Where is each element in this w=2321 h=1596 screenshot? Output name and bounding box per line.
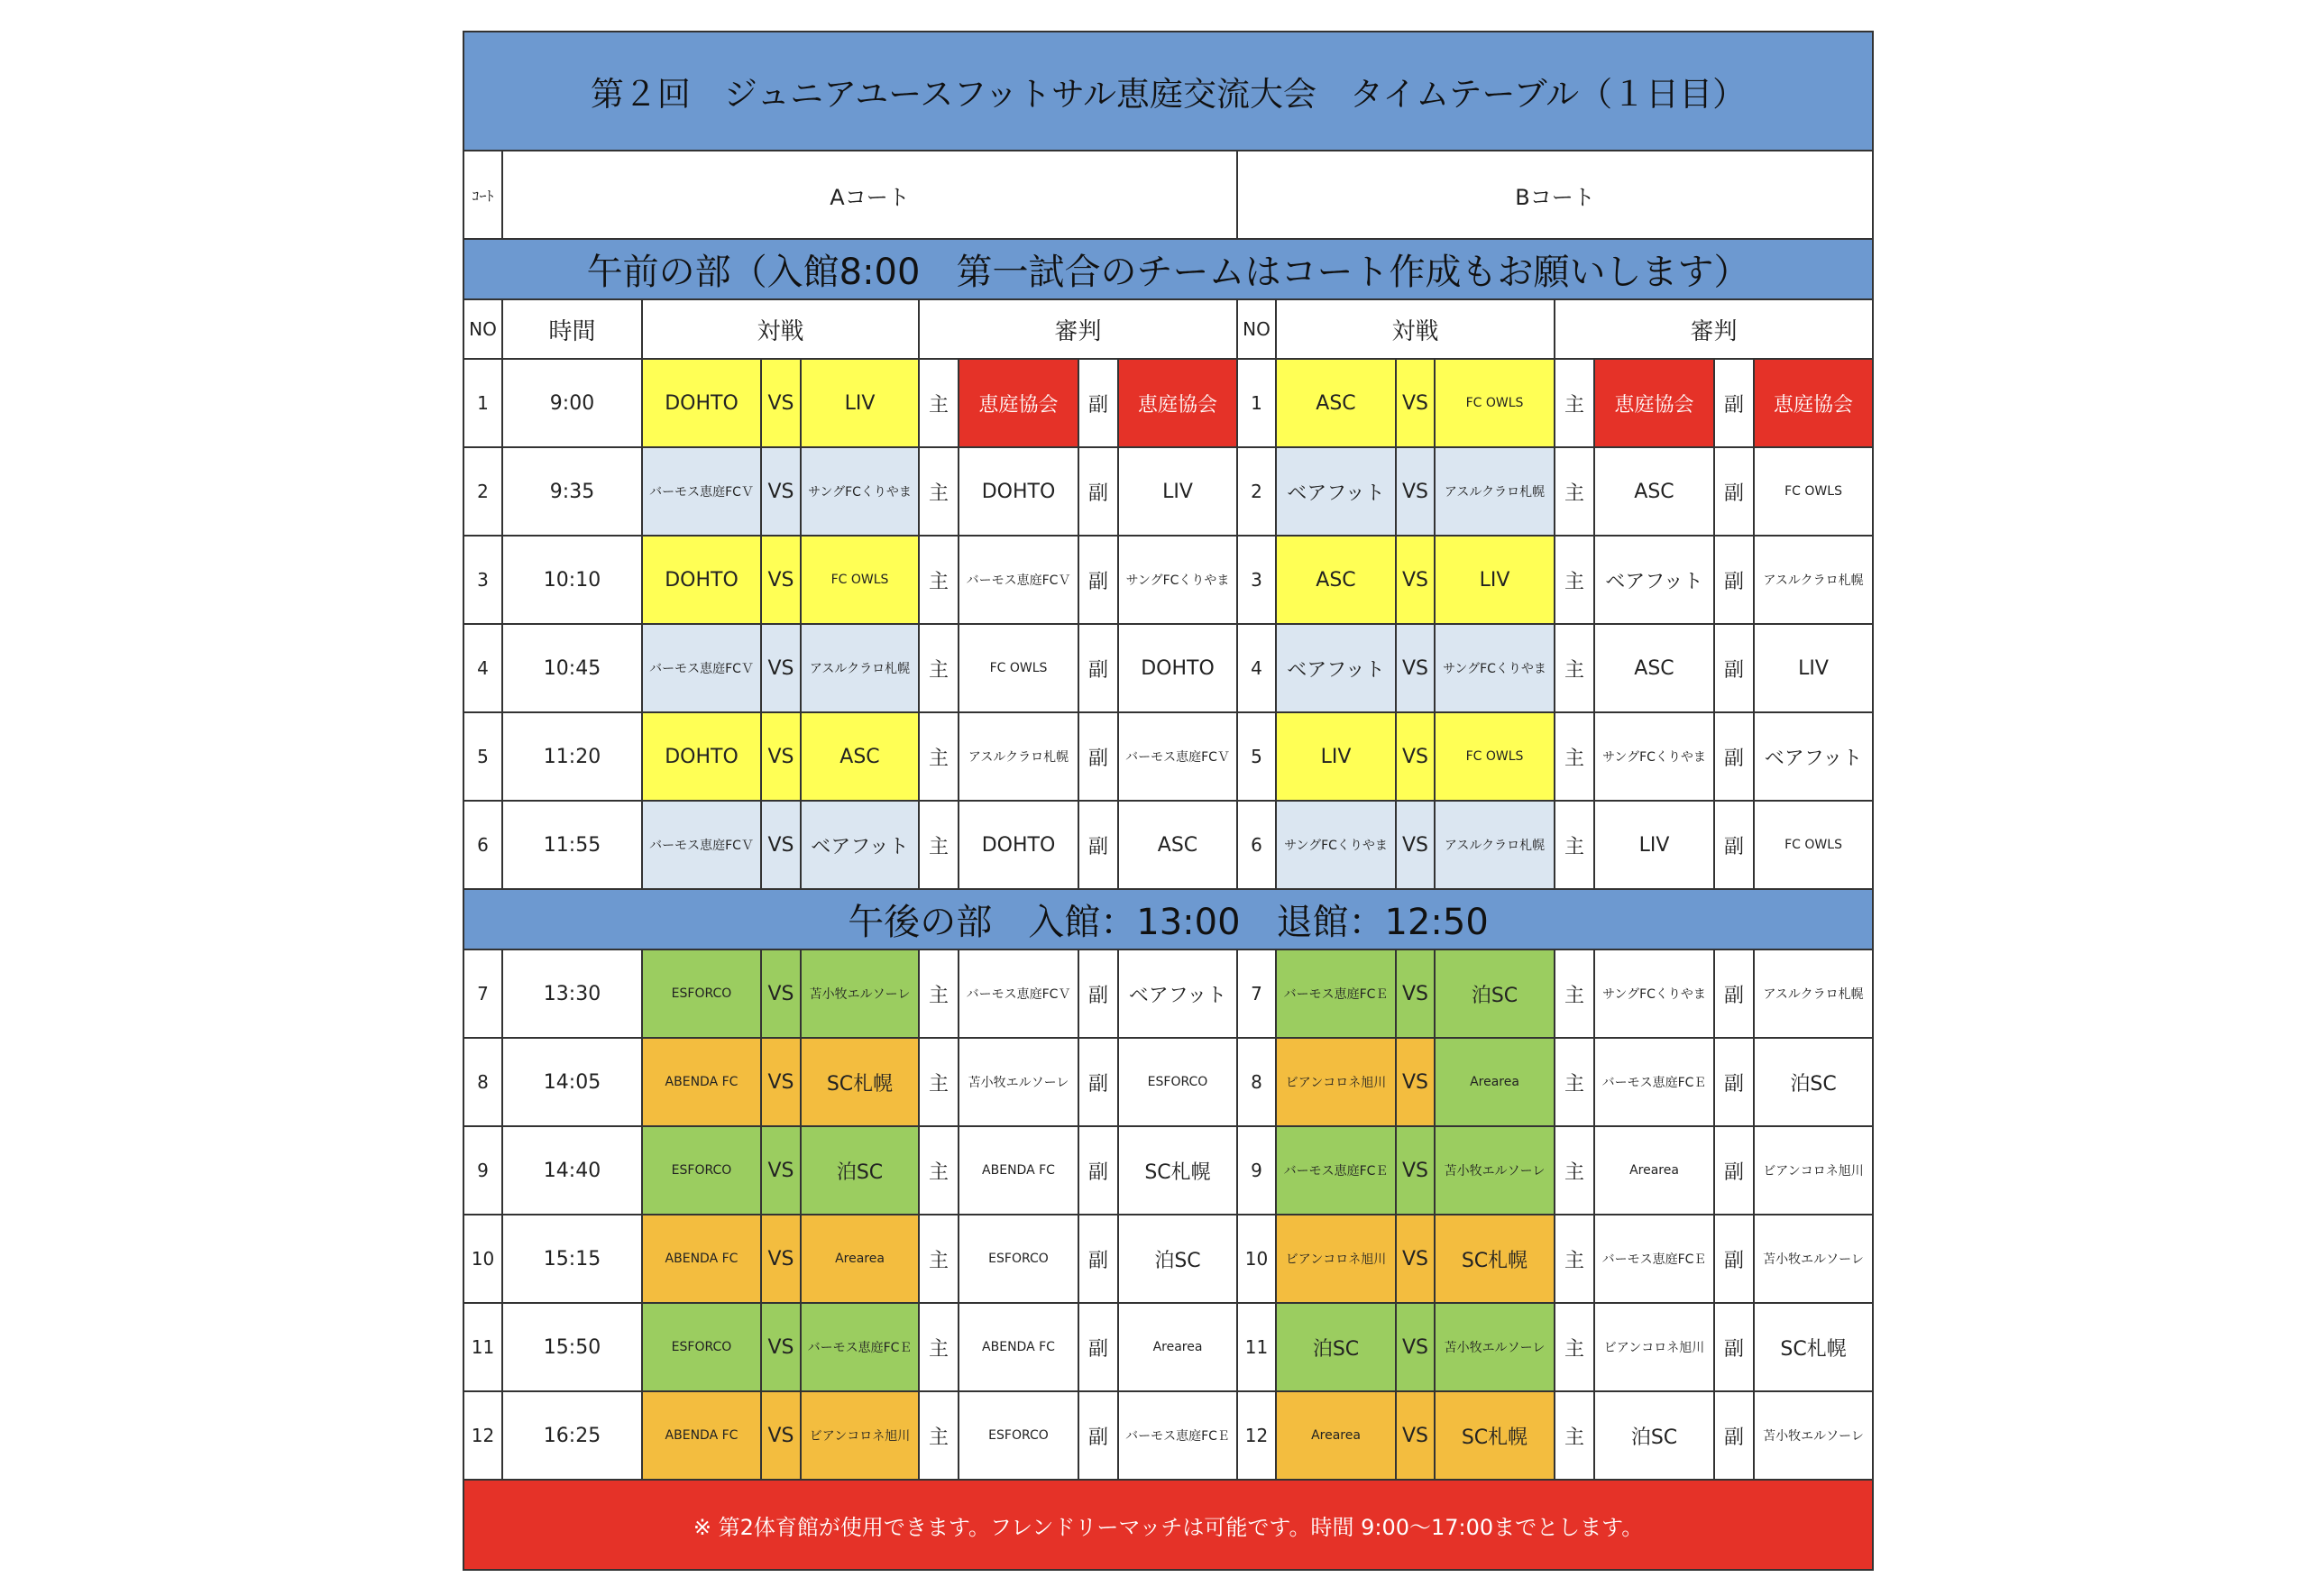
referee-b-main: ASC xyxy=(1594,624,1714,712)
vs-label: VS xyxy=(761,1126,801,1215)
match-row xyxy=(463,447,1873,536)
match-row xyxy=(463,536,1873,624)
referee-sub-label: 副 xyxy=(1078,949,1118,1038)
match-no-b: 4 xyxy=(1237,624,1276,712)
referee-sub-label: 副 xyxy=(1714,1215,1754,1303)
match-row xyxy=(463,624,1873,712)
vs-label: VS xyxy=(761,1038,801,1126)
referee-sub-label: 副 xyxy=(1078,1391,1118,1480)
referee-b-sub: ビアンコロネ旭川 xyxy=(1754,1126,1873,1215)
referee-b-main: サングFCくりやま xyxy=(1594,949,1714,1038)
team-b-home: 泊SC xyxy=(1276,1303,1396,1391)
referee-sub-label: 副 xyxy=(1714,712,1754,801)
vs-label: VS xyxy=(761,1215,801,1303)
match-time: 15:15 xyxy=(502,1215,642,1303)
referee-main-label: 主 xyxy=(919,624,959,712)
team-a-away: バーモス恵庭FCＥ xyxy=(801,1303,919,1391)
referee-header-b: 審判 xyxy=(1555,299,1873,359)
referee-main-label: 主 xyxy=(1555,447,1594,536)
match-time: 11:20 xyxy=(502,712,642,801)
match-row xyxy=(463,1038,1873,1126)
team-a-home: ESFORCO xyxy=(642,1303,761,1391)
referee-main-label: 主 xyxy=(919,1126,959,1215)
referee-sub-label: 副 xyxy=(1714,1303,1754,1391)
match-no-a: 5 xyxy=(463,712,502,801)
referee-b-sub: ベアフット xyxy=(1754,712,1873,801)
referee-main-label: 主 xyxy=(1555,1303,1594,1391)
vs-label: VS xyxy=(1396,949,1435,1038)
referee-a-main: ESFORCO xyxy=(959,1391,1078,1480)
referee-sub-label: 副 xyxy=(1078,1126,1118,1215)
match-row xyxy=(463,712,1873,801)
match-no-a: 6 xyxy=(463,801,502,889)
afternoon-banner: 午後の部 入館：13:00 退館：12:50 xyxy=(463,889,1873,949)
referee-sub-label: 副 xyxy=(1714,1126,1754,1215)
match-no-b: 10 xyxy=(1237,1215,1276,1303)
referee-a-main: ABENDA FC xyxy=(959,1303,1078,1391)
referee-main-label: 主 xyxy=(1555,536,1594,624)
referee-b-main: LIV xyxy=(1594,801,1714,889)
referee-sub-label: 副 xyxy=(1078,359,1118,447)
team-b-away: 苫小牧エルソーレ xyxy=(1435,1126,1555,1215)
vs-label: VS xyxy=(761,801,801,889)
referee-sub-label: 副 xyxy=(1714,359,1754,447)
match-time: 14:40 xyxy=(502,1126,642,1215)
referee-a-sub: DOHTO xyxy=(1118,624,1237,712)
match-no-b: 2 xyxy=(1237,447,1276,536)
team-b-home: ビアンコロネ旭川 xyxy=(1276,1215,1396,1303)
referee-a-main: DOHTO xyxy=(959,801,1078,889)
referee-b-sub: LIV xyxy=(1754,624,1873,712)
referee-sub-label: 副 xyxy=(1078,624,1118,712)
referee-sub-label: 副 xyxy=(1714,1391,1754,1480)
match-time: 14:05 xyxy=(502,1038,642,1126)
vs-label: VS xyxy=(761,624,801,712)
match-no-b: 7 xyxy=(1237,949,1276,1038)
referee-b-main: バーモス恵庭FCＥ xyxy=(1594,1215,1714,1303)
referee-sub-label: 副 xyxy=(1714,624,1754,712)
match-time: 11:55 xyxy=(502,801,642,889)
vs-label: VS xyxy=(1396,801,1435,889)
referee-main-label: 主 xyxy=(919,536,959,624)
referee-b-main: ASC xyxy=(1594,447,1714,536)
referee-b-main: サングFCくりやま xyxy=(1594,712,1714,801)
referee-main-label: 主 xyxy=(919,1391,959,1480)
referee-sub-label: 副 xyxy=(1078,1215,1118,1303)
vs-label: VS xyxy=(1396,1038,1435,1126)
team-a-away: ベアフット xyxy=(801,801,919,889)
team-a-home: ESFORCO xyxy=(642,949,761,1038)
team-b-home: バーモス恵庭FCＥ xyxy=(1276,1126,1396,1215)
referee-sub-label: 副 xyxy=(1078,712,1118,801)
match-no-a: 12 xyxy=(463,1391,502,1480)
referee-main-label: 主 xyxy=(919,447,959,536)
referee-sub-label: 副 xyxy=(1714,1038,1754,1126)
team-b-away: 苫小牧エルソーレ xyxy=(1435,1303,1555,1391)
match-no-a: 8 xyxy=(463,1038,502,1126)
timetable xyxy=(463,31,1874,1571)
referee-sub-label: 副 xyxy=(1078,801,1118,889)
footer-note: ※ 第2体育館が使用できます。フレンドリーマッチは可能です。時間 9:00〜17:00までとします。 xyxy=(463,1480,1873,1570)
vs-label: VS xyxy=(761,712,801,801)
match-row xyxy=(463,359,1873,447)
match-time: 10:45 xyxy=(502,624,642,712)
team-a-away: Arearea xyxy=(801,1215,919,1303)
vs-label: VS xyxy=(761,949,801,1038)
referee-a-sub: ASC xyxy=(1118,801,1237,889)
referee-main-label: 主 xyxy=(919,1038,959,1126)
no-header-a: NO xyxy=(463,299,502,359)
referee-a-main: バーモス恵庭FCＶ xyxy=(959,536,1078,624)
referee-main-label: 主 xyxy=(919,712,959,801)
referee-a-main: FC OWLS xyxy=(959,624,1078,712)
referee-sub-label: 副 xyxy=(1078,1038,1118,1126)
referee-main-label: 主 xyxy=(1555,359,1594,447)
referee-main-label: 主 xyxy=(1555,1215,1594,1303)
team-a-home: DOHTO xyxy=(642,536,761,624)
match-no-b: 5 xyxy=(1237,712,1276,801)
team-a-home: バーモス恵庭FCＶ xyxy=(642,447,761,536)
referee-main-label: 主 xyxy=(1555,712,1594,801)
match-no-b: 8 xyxy=(1237,1038,1276,1126)
team-b-home: Arearea xyxy=(1276,1391,1396,1480)
referee-b-sub: FC OWLS xyxy=(1754,447,1873,536)
referee-b-sub: 泊SC xyxy=(1754,1038,1873,1126)
referee-sub-label: 副 xyxy=(1714,536,1754,624)
referee-a-sub: ベアフット xyxy=(1118,949,1237,1038)
referee-a-sub: バーモス恵庭FCＥ xyxy=(1118,1391,1237,1480)
team-b-home: ASC xyxy=(1276,359,1396,447)
court-a-header: Aコート xyxy=(502,151,1237,239)
referee-b-main: ビアンコロネ旭川 xyxy=(1594,1303,1714,1391)
morning-banner: 午前の部（入館8:00 第一試合のチームはコート作成もお願いします） xyxy=(463,239,1873,299)
referee-a-sub: サングFCくりやま xyxy=(1118,536,1237,624)
referee-sub-label: 副 xyxy=(1714,801,1754,889)
match-no-b: 1 xyxy=(1237,359,1276,447)
team-b-away: Arearea xyxy=(1435,1038,1555,1126)
team-b-away: FC OWLS xyxy=(1435,712,1555,801)
referee-main-label: 主 xyxy=(919,359,959,447)
vs-label: VS xyxy=(761,359,801,447)
team-b-away: FC OWLS xyxy=(1435,359,1555,447)
court-label: ｺｰﾄ xyxy=(463,151,502,239)
team-b-home: ベアフット xyxy=(1276,447,1396,536)
vs-label: VS xyxy=(1396,1391,1435,1480)
team-b-home: LIV xyxy=(1276,712,1396,801)
referee-b-sub: アスルクラロ札幌 xyxy=(1754,949,1873,1038)
team-b-home: ベアフット xyxy=(1276,624,1396,712)
team-a-home: ABENDA FC xyxy=(642,1215,761,1303)
match-row xyxy=(463,1215,1873,1303)
match-no-a: 4 xyxy=(463,624,502,712)
vs-label: VS xyxy=(1396,536,1435,624)
referee-a-sub: SC札幌 xyxy=(1118,1126,1237,1215)
referee-a-sub: バーモス恵庭FCＶ xyxy=(1118,712,1237,801)
referee-sub-label: 副 xyxy=(1078,447,1118,536)
team-a-away: LIV xyxy=(801,359,919,447)
match-row xyxy=(463,1303,1873,1391)
referee-b-main: バーモス恵庭FCＥ xyxy=(1594,1038,1714,1126)
match-no-b: 12 xyxy=(1237,1391,1276,1480)
referee-a-main: ESFORCO xyxy=(959,1215,1078,1303)
match-no-b: 9 xyxy=(1237,1126,1276,1215)
referee-sub-label: 副 xyxy=(1714,949,1754,1038)
referee-main-label: 主 xyxy=(919,1303,959,1391)
match-time: 16:25 xyxy=(502,1391,642,1480)
vs-label: VS xyxy=(1396,1303,1435,1391)
match-row xyxy=(463,1126,1873,1215)
vs-label: VS xyxy=(1396,1126,1435,1215)
team-b-away: SC札幌 xyxy=(1435,1215,1555,1303)
court-b-header: Bコート xyxy=(1237,151,1873,239)
referee-a-sub: 恵庭協会 xyxy=(1118,359,1237,447)
team-a-away: 泊SC xyxy=(801,1126,919,1215)
no-header-b: NO xyxy=(1237,299,1276,359)
team-b-away: 泊SC xyxy=(1435,949,1555,1038)
time-header: 時間 xyxy=(502,299,642,359)
vs-label: VS xyxy=(761,447,801,536)
vs-label: VS xyxy=(1396,712,1435,801)
vs-label: VS xyxy=(1396,359,1435,447)
vs-label: VS xyxy=(1396,1215,1435,1303)
team-a-away: ASC xyxy=(801,712,919,801)
team-b-home: ビアンコロネ旭川 xyxy=(1276,1038,1396,1126)
referee-b-sub: アスルクラロ札幌 xyxy=(1754,536,1873,624)
referee-main-label: 主 xyxy=(1555,949,1594,1038)
referee-a-sub: Arearea xyxy=(1118,1303,1237,1391)
referee-sub-label: 副 xyxy=(1714,447,1754,536)
team-b-home: バーモス恵庭FCＥ xyxy=(1276,949,1396,1038)
referee-b-sub: 苫小牧エルソーレ xyxy=(1754,1391,1873,1480)
team-a-home: ABENDA FC xyxy=(642,1391,761,1480)
team-a-home: DOHTO xyxy=(642,712,761,801)
referee-main-label: 主 xyxy=(919,949,959,1038)
match-time: 9:35 xyxy=(502,447,642,536)
referee-b-sub: 恵庭協会 xyxy=(1754,359,1873,447)
referee-main-label: 主 xyxy=(919,1215,959,1303)
match-no-b: 6 xyxy=(1237,801,1276,889)
referee-main-label: 主 xyxy=(919,801,959,889)
match-no-b: 11 xyxy=(1237,1303,1276,1391)
referee-a-sub: LIV xyxy=(1118,447,1237,536)
match-row xyxy=(463,801,1873,889)
team-a-away: ビアンコロネ旭川 xyxy=(801,1391,919,1480)
team-a-away: アスルクラロ札幌 xyxy=(801,624,919,712)
team-a-away: サングFCくりやま xyxy=(801,447,919,536)
referee-a-main: ABENDA FC xyxy=(959,1126,1078,1215)
referee-a-sub: 泊SC xyxy=(1118,1215,1237,1303)
match-header-b: 対戦 xyxy=(1276,299,1555,359)
page-title: 第２回 ジュニアユースフットサル恵庭交流大会 タイムテーブル（１日目） xyxy=(463,32,1873,151)
team-a-home: バーモス恵庭FCＶ xyxy=(642,801,761,889)
team-b-home: ASC xyxy=(1276,536,1396,624)
referee-sub-label: 副 xyxy=(1078,536,1118,624)
match-header-a: 対戦 xyxy=(642,299,919,359)
match-time: 15:50 xyxy=(502,1303,642,1391)
team-a-away: FC OWLS xyxy=(801,536,919,624)
team-a-home: ABENDA FC xyxy=(642,1038,761,1126)
match-no-a: 9 xyxy=(463,1126,502,1215)
referee-a-main: バーモス恵庭FCＶ xyxy=(959,949,1078,1038)
referee-main-label: 主 xyxy=(1555,801,1594,889)
team-b-away: LIV xyxy=(1435,536,1555,624)
referee-main-label: 主 xyxy=(1555,1391,1594,1480)
team-b-home: サングFCくりやま xyxy=(1276,801,1396,889)
team-b-away: SC札幌 xyxy=(1435,1391,1555,1480)
referee-main-label: 主 xyxy=(1555,1126,1594,1215)
referee-b-main: 恵庭協会 xyxy=(1594,359,1714,447)
referee-a-main: 恵庭協会 xyxy=(959,359,1078,447)
referee-a-main: DOHTO xyxy=(959,447,1078,536)
match-no-a: 11 xyxy=(463,1303,502,1391)
vs-label: VS xyxy=(761,1303,801,1391)
vs-label: VS xyxy=(1396,624,1435,712)
match-row xyxy=(463,1391,1873,1480)
referee-b-main: ベアフット xyxy=(1594,536,1714,624)
match-time: 9:00 xyxy=(502,359,642,447)
team-a-home: バーモス恵庭FCＶ xyxy=(642,624,761,712)
team-a-home: DOHTO xyxy=(642,359,761,447)
referee-main-label: 主 xyxy=(1555,1038,1594,1126)
team-b-away: サングFCくりやま xyxy=(1435,624,1555,712)
match-time: 13:30 xyxy=(502,949,642,1038)
team-a-away: 苫小牧エルソーレ xyxy=(801,949,919,1038)
match-no-a: 3 xyxy=(463,536,502,624)
referee-b-sub: 苫小牧エルソーレ xyxy=(1754,1215,1873,1303)
vs-label: VS xyxy=(1396,447,1435,536)
referee-b-sub: FC OWLS xyxy=(1754,801,1873,889)
referee-main-label: 主 xyxy=(1555,624,1594,712)
referee-sub-label: 副 xyxy=(1078,1303,1118,1391)
vs-label: VS xyxy=(761,1391,801,1480)
team-b-away: アスルクラロ札幌 xyxy=(1435,447,1555,536)
match-no-a: 1 xyxy=(463,359,502,447)
referee-b-main: 泊SC xyxy=(1594,1391,1714,1480)
timetable-sheet xyxy=(463,31,1872,1571)
match-no-a: 7 xyxy=(463,949,502,1038)
referee-a-main: 苫小牧エルソーレ xyxy=(959,1038,1078,1126)
match-no-a: 2 xyxy=(463,447,502,536)
match-no-b: 3 xyxy=(1237,536,1276,624)
match-no-a: 10 xyxy=(463,1215,502,1303)
team-a-away: SC札幌 xyxy=(801,1038,919,1126)
team-a-home: ESFORCO xyxy=(642,1126,761,1215)
referee-header-a: 審判 xyxy=(919,299,1237,359)
referee-b-main: Arearea xyxy=(1594,1126,1714,1215)
referee-b-sub: SC札幌 xyxy=(1754,1303,1873,1391)
match-time: 10:10 xyxy=(502,536,642,624)
team-b-away: アスルクラロ札幌 xyxy=(1435,801,1555,889)
match-row xyxy=(463,949,1873,1038)
referee-a-main: アスルクラロ札幌 xyxy=(959,712,1078,801)
vs-label: VS xyxy=(761,536,801,624)
referee-a-sub: ESFORCO xyxy=(1118,1038,1237,1126)
